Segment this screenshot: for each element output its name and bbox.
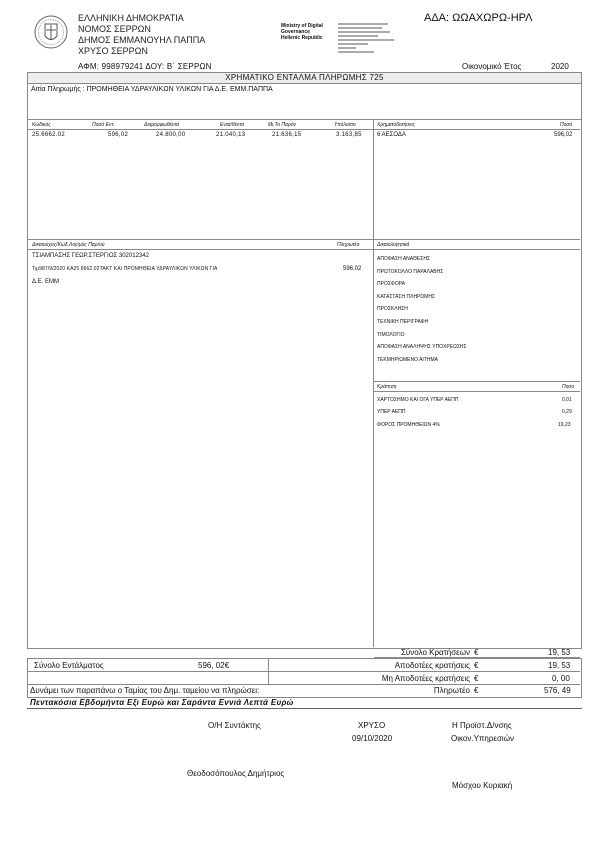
composer-label: Ο/Η Συντάκτης	[208, 721, 261, 730]
cell-current: 21.636,15	[272, 132, 302, 138]
beneficiary-header: Δικαιούχος/Κωδ.Λογ/μός Παρ/ού	[32, 242, 105, 248]
warrant-title: ΧΡΗΜΑΤΙΚΟ ΕΝΤΑΛΜΑ ΠΛΗΡΩΜΗΣ 725	[225, 73, 384, 82]
documents-list	[377, 253, 467, 366]
payable-value: 576, 49	[544, 686, 571, 695]
not-returned-value: 0, 00	[552, 674, 570, 683]
col-committed: Εντα/θέντα	[220, 122, 244, 128]
payable-header: Πληρωτέο	[337, 242, 360, 248]
beneficiary-name: ΤΣΙΑΜΠΑΣΗΣ ΓΕΩΡ.ΣΤΕΡΓΙΟΣ 302012342	[32, 253, 149, 259]
sum-deductions-value: 19, 53	[548, 648, 571, 657]
document-item: ΠΡΟΣΚΛΗΣΗ	[377, 306, 408, 313]
sum-warrant-label: Σύνολο Εντάλματος	[34, 661, 104, 670]
document-item: ΚΑΤΑΣΤΑΣΗ ΠΛΗΡΩΜΗΣ	[377, 293, 436, 300]
sum-warrant-value: 596, 02€	[198, 661, 230, 670]
sum-deductions-label: Σύνολο Κρατήσεων	[400, 648, 470, 657]
col-amount: Ποσό Εντ.	[92, 122, 115, 128]
header-line: ΝΟΜΟΣ ΣΕΡΡΩΝ	[78, 24, 151, 34]
cell-amount: 596,02	[108, 132, 129, 138]
main-divider	[373, 119, 374, 647]
sum-deductions-currency: €	[474, 648, 479, 657]
head-name: Μόσχου Κυριακή	[452, 781, 513, 790]
cell-formed: 24.800,00	[156, 132, 186, 138]
amount-words-underline	[27, 708, 582, 709]
ministry-line: Ministry of Digital	[281, 23, 323, 29]
funding-amount-header: Ποσό	[560, 122, 573, 128]
fiscal-year-label: Οικονομικό Έτος	[462, 62, 522, 71]
digital-signature-stamp	[338, 22, 398, 56]
payment-instruction: Δυνάμει των παραπάνω ο Ταμίας του Δημ. ταμείου να πληρώσει:	[30, 686, 260, 695]
not-returned-currency: €	[474, 674, 479, 683]
payable-label: Πληρωτέο	[433, 686, 470, 695]
deduction-amount: 19,23	[558, 422, 571, 428]
signature-date: 09/10/2020	[352, 734, 393, 743]
document-item: ΤΙΜΟΛΟΓΙΟ	[377, 331, 405, 338]
documents-header: Δικαιολογητικά	[377, 242, 410, 248]
beneficiary-amount: 596,02	[343, 266, 362, 272]
deduction-label: ΧΑΡΤΟΣΗΜΟ ΚΑΙ ΟΓΑ ΥΠΕΡ ΑΕΠΠ	[377, 397, 459, 403]
budget-table-header	[32, 122, 372, 130]
emblem-icon	[34, 12, 68, 52]
deduction-label: ΥΠΕΡ ΑΕΠΠ	[377, 409, 406, 415]
main-frame	[27, 119, 582, 649]
signature-place: ΧΡΥΣΟ	[358, 721, 386, 730]
deductions-top-line	[374, 381, 580, 382]
funding-amount: 596,02	[554, 132, 573, 138]
col-current: Μι.Το Παρόν	[268, 122, 297, 128]
col-code: Κωδικός	[32, 122, 51, 128]
budget-row	[32, 132, 372, 140]
ministry-block	[281, 23, 323, 41]
ministry-line: Hellenic Republic	[281, 35, 323, 41]
not-returned-label: Μη Αποδοτέες κρατήσεις	[381, 674, 470, 683]
beneficiary-header-line	[28, 249, 580, 250]
deduction-label: ΦΟΡΟΣ ΠΡΟΜΗΘΕΙΩΝ 4%	[377, 422, 440, 428]
deductions-amount-header: Ποσό	[562, 384, 575, 390]
header-line: ΧΡΥΣΟ ΣΕΡΡΩΝ	[78, 46, 148, 56]
totals-line-2	[28, 671, 580, 672]
document-item: ΤΕΧΝΙΚΗ ΠΕΡΙΓΡΑΦΗ	[377, 318, 429, 325]
fiscal-year-value: 2020	[551, 62, 569, 71]
afm-line: ΑΦΜ: 998979241 ΔΟΥ: Β΄ ΣΕΡΡΩΝ	[78, 62, 212, 71]
document-item: ΑΠΟΦΑΣΗ ΑΝΑΛΗΨΗΣ ΥΠΟΧΡΕΩΣΗΣ	[377, 344, 467, 351]
payment-cause: Αιτία Πληρωμής : ΠΡΟΜΗΘΕΙΑ ΥΔΡΑΥΛΙΚΩΝ ΥΛΙΚΩΝ ΓΙΑ Δ.Ε. ΕΜΜ.ΠΑΠΠΑ	[31, 86, 273, 93]
composer-name: Θεοδοσόπουλος Δημήτριος	[187, 769, 285, 778]
returned-currency: €	[474, 661, 479, 670]
head-label-2: Οικον.Υπηρεσιών	[451, 734, 514, 743]
ada-code: ΑΔΑ: ΩΩΑΧΩΡΩ-ΗΡΛ	[424, 12, 533, 24]
ministry-line: Governance	[281, 29, 310, 35]
returned-label: Αποδοτέες κρατήσεις	[394, 661, 470, 670]
document-item: ΠΡΟΣΦΟΡΑ	[377, 281, 406, 288]
totals-line-3	[28, 684, 580, 685]
cell-balance: 3.163,85	[336, 132, 362, 138]
deduction-amount: 0,01	[562, 397, 572, 403]
deduction-amount: 0,29	[562, 409, 572, 415]
cell-committed: 21.040,13	[216, 132, 246, 138]
col-formed: Διαμορφωθέντα	[144, 122, 179, 128]
document-item: ΠΡΩΤΟΚΟΛΛΟ ΠΑΡΑΛΑΒΗΣ	[377, 268, 444, 275]
deductions-header-line	[374, 391, 580, 392]
deductions-header: Κράτηση	[377, 384, 397, 390]
beneficiary-detail-cont: Δ.Ε. ΕΜΜ	[32, 279, 60, 285]
head-label-1: Η Προϊστ.Δ/νσης	[452, 721, 512, 730]
authority-header	[78, 13, 205, 57]
funding-header: Χρηματοδοτήσεις	[377, 122, 416, 128]
cell-code: 25.6662.02	[32, 132, 66, 138]
document-item: ΑΠΟΦΑΣΗ ΑΝΑΘΕΣΗΣ	[377, 256, 431, 262]
header-line: ΕΛΛΗΝΙΚΗ ΔΗΜΟΚΡΑΤΙΑ	[78, 13, 184, 23]
beneficiary-detail: Τιμ987/9/2020 ΚΑ25.6662.02ΤΑΚΤ ΚΑΙ ΠΡΟΜΗΘΕΙΑ ΥΔΡΑΥΛΙΚΩΝ ΥΛΙΚΩΝ ΓΙΑ	[32, 266, 218, 272]
amount-in-words: Πεντακόσια Εβδομήντα Εξι Ευρώ και Σαράντα Εννιά Λεπτά Ευρώ	[30, 698, 294, 707]
col-balance: Υπόλοιπο	[334, 122, 356, 128]
payable-currency: €	[474, 686, 479, 695]
beneficiary-top-line	[28, 239, 580, 240]
document-item: ΤΕΚΜΗΡΙΩΜΕΝΟ ΑΙΤΗΜΑ	[377, 356, 438, 363]
funding-name: 6 ΑΕΣΟΔΑ	[377, 132, 406, 138]
returned-value: 19, 53	[548, 661, 571, 670]
header-line: ΔΗΜΟΣ ΕΜΜΑΝΟΥΗΛ ΠΑΠΠΑ	[78, 35, 206, 45]
